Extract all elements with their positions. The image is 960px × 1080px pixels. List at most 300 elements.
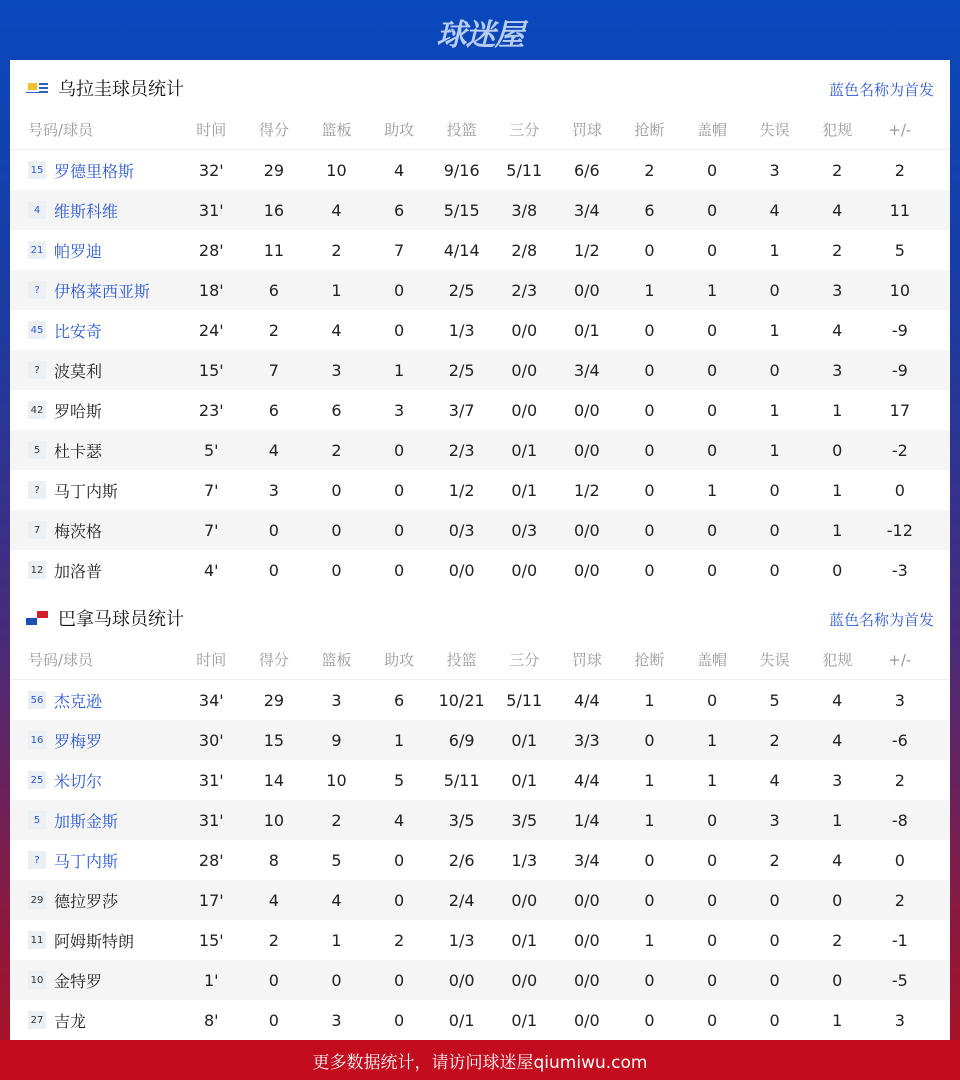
- player-row[interactable]: [10, 550, 950, 590]
- stat-cell: -3: [891, 560, 908, 580]
- jersey-number: 10: [28, 971, 46, 989]
- stat-cell: 0/0: [573, 1010, 600, 1030]
- stat-cell: 2: [331, 810, 342, 830]
- stat-cell: 2: [894, 160, 905, 180]
- stat-cell: 15: [263, 730, 285, 750]
- stat-cell: 31': [198, 810, 224, 830]
- column-header: 投篮: [446, 121, 477, 139]
- stat-cell: -6: [891, 730, 908, 750]
- player-name[interactable]: 帕罗迪: [54, 241, 103, 261]
- player-row[interactable]: [10, 880, 950, 920]
- stat-cell: 0: [644, 520, 655, 540]
- player-row[interactable]: [10, 1000, 950, 1040]
- player-row[interactable]: [10, 840, 950, 880]
- stat-cell: 1': [204, 970, 219, 990]
- stat-cell: 2/6: [448, 850, 475, 870]
- stat-cell: -1: [891, 930, 908, 950]
- stat-cell: 30': [198, 730, 224, 750]
- stat-cell: 0: [268, 1010, 279, 1030]
- column-header: 盖帽: [697, 651, 728, 669]
- panama-flag-icon: [26, 611, 48, 625]
- jersey-number: ?: [28, 481, 46, 499]
- player-name[interactable]: 罗德里格斯: [54, 161, 135, 181]
- player-name[interactable]: 马丁内斯: [54, 481, 119, 501]
- stat-cell: 0: [393, 440, 405, 460]
- stat-cell: 0/0: [573, 890, 600, 910]
- stat-cell: -12: [886, 520, 913, 540]
- stat-cell: 0/0: [573, 930, 600, 950]
- stat-cell: 15': [198, 930, 224, 950]
- stat-cell: 4: [331, 320, 342, 340]
- stats-table: [10, 640, 950, 1040]
- stat-cell: 0: [769, 280, 780, 300]
- stat-cell: 0: [706, 200, 718, 220]
- stat-cell: 2: [331, 240, 342, 260]
- stat-cell: 0/1: [511, 1010, 538, 1030]
- column-header: 号码/球员: [28, 121, 94, 139]
- stat-cell: 0: [706, 400, 718, 420]
- player-row[interactable]: [10, 680, 950, 720]
- stat-cell: 5': [204, 440, 219, 460]
- stat-cell: 0/0: [573, 280, 600, 300]
- stat-cell: 10: [326, 770, 347, 790]
- stat-cell: 0/0: [511, 400, 538, 420]
- stat-cell: 6: [268, 280, 279, 300]
- player-name[interactable]: 加斯金斯: [54, 811, 119, 831]
- stat-cell: 3/8: [511, 200, 538, 220]
- player-row[interactable]: [10, 350, 950, 390]
- player-row[interactable]: [10, 390, 950, 430]
- stat-cell: 18': [198, 280, 224, 300]
- stat-cell: 4: [832, 850, 843, 870]
- stat-cell: 1: [331, 280, 342, 300]
- stat-cell: 0: [706, 360, 718, 380]
- stat-cell: 1: [769, 400, 780, 420]
- stat-cell: 1: [832, 480, 843, 500]
- jersey-number: 42: [28, 401, 46, 419]
- stat-cell: 2: [832, 930, 843, 950]
- stat-cell: 10: [889, 280, 910, 300]
- player-name[interactable]: 比安奇: [54, 321, 103, 341]
- jersey-number: ?: [28, 361, 46, 379]
- player-name[interactable]: 杰克逊: [54, 691, 103, 711]
- stat-cell: 2: [393, 930, 405, 950]
- stat-cell: 0: [393, 480, 405, 500]
- stat-cell: 1: [644, 690, 655, 710]
- stat-cell: 9/16: [443, 160, 480, 180]
- column-header: 失误: [759, 121, 790, 139]
- column-header: 罚球: [571, 651, 602, 669]
- column-header: 抢断: [634, 121, 665, 139]
- stat-cell: 0: [832, 560, 843, 580]
- stat-cell: 0: [706, 440, 718, 460]
- stat-cell: 5: [894, 240, 905, 260]
- stat-cell: 4: [832, 730, 843, 750]
- team-title: [26, 73, 184, 103]
- table-header: [10, 640, 950, 680]
- stat-cell: 2/8: [511, 240, 538, 260]
- player-name[interactable]: 杜卡瑟: [54, 441, 103, 461]
- stat-cell: 28': [198, 240, 224, 260]
- stat-cell: 0: [769, 890, 780, 910]
- stat-cell: 1/2: [448, 480, 475, 500]
- stat-cell: 10: [263, 810, 285, 830]
- stat-cell: 1: [644, 280, 655, 300]
- stat-cell: 4/4: [573, 770, 600, 790]
- stat-cell: 1: [706, 480, 718, 500]
- stats-table: [10, 110, 950, 590]
- stat-cell: 34': [198, 690, 224, 710]
- player-name[interactable]: 罗哈斯: [54, 401, 103, 421]
- stat-cell: 7': [204, 520, 219, 540]
- stat-cell: 0: [706, 930, 718, 950]
- stat-cell: 3: [331, 1010, 342, 1030]
- player-row[interactable]: [10, 150, 950, 190]
- column-header: 时间: [196, 121, 227, 139]
- player-row[interactable]: [10, 960, 950, 1000]
- table-header: [10, 110, 950, 150]
- stat-cell: 0: [331, 520, 342, 540]
- jersey-number: 11: [28, 931, 46, 949]
- stat-cell: 14: [263, 770, 285, 790]
- stat-cell: 0: [769, 360, 780, 380]
- column-header: 犯规: [822, 121, 853, 139]
- jersey-number: ?: [28, 851, 46, 869]
- stat-cell: 1/4: [573, 810, 600, 830]
- player-name[interactable]: 马丁内斯: [54, 851, 119, 871]
- stat-cell: 5/11: [506, 160, 543, 180]
- stat-cell: 5: [393, 770, 405, 790]
- stat-cell: 0: [706, 970, 718, 990]
- player-name[interactable]: 波莫利: [54, 361, 103, 381]
- stat-cell: 0/3: [448, 520, 475, 540]
- team-title: [26, 603, 184, 633]
- player-row[interactable]: [10, 230, 950, 270]
- stat-cell: 0/0: [573, 400, 600, 420]
- stat-cell: 4: [769, 770, 780, 790]
- stat-cell: 4: [393, 160, 405, 180]
- stat-cell: 0: [769, 930, 780, 950]
- stat-cell: 1: [331, 930, 342, 950]
- stat-cell: 3: [832, 770, 843, 790]
- stat-cell: 2: [268, 320, 279, 340]
- stat-cell: 1: [832, 810, 843, 830]
- stat-cell: 0/0: [573, 520, 600, 540]
- player-row[interactable]: [10, 920, 950, 960]
- stat-cell: 3: [894, 1010, 905, 1030]
- stat-cell: 0: [706, 850, 718, 870]
- player-row[interactable]: [10, 720, 950, 760]
- stat-cell: 0: [644, 440, 655, 460]
- stat-cell: 4/14: [443, 240, 480, 260]
- stat-cell: 0/0: [511, 320, 538, 340]
- stat-cell: 0: [393, 320, 405, 340]
- stat-cell: 0: [769, 1010, 780, 1030]
- stat-cell: 5/11: [443, 770, 480, 790]
- jersey-number: 27: [28, 1011, 46, 1029]
- jersey-number: 12: [28, 561, 46, 579]
- stat-cell: 0: [706, 560, 718, 580]
- column-header: 三分: [509, 121, 540, 139]
- stat-cell: 2: [832, 240, 843, 260]
- player-name[interactable]: 罗梅罗: [54, 731, 103, 751]
- player-name[interactable]: 梅茨格: [54, 521, 103, 541]
- jersey-number: 16: [28, 731, 46, 749]
- column-header: +/-: [888, 650, 912, 669]
- jersey-number: 25: [28, 771, 46, 789]
- stat-cell: 2: [268, 930, 279, 950]
- stat-cell: 1: [706, 280, 718, 300]
- stat-cell: 0/0: [573, 440, 600, 460]
- stat-cell: 1/2: [573, 480, 600, 500]
- stat-cell: 3/7: [448, 400, 475, 420]
- team-title-text: 乌拉圭球员统计: [58, 79, 184, 100]
- stat-cell: 1: [706, 730, 718, 750]
- stat-cell: 3/4: [573, 850, 600, 870]
- stat-cell: 31': [198, 200, 224, 220]
- stat-cell: 0/0: [511, 970, 538, 990]
- stat-cell: 1: [769, 440, 780, 460]
- stat-cell: 0: [393, 890, 405, 910]
- player-row[interactable]: [10, 470, 950, 510]
- stat-cell: 24': [198, 320, 224, 340]
- player-name[interactable]: 金特罗: [54, 971, 103, 991]
- stat-cell: 10: [326, 160, 347, 180]
- stat-cell: 0/0: [511, 560, 538, 580]
- player-name[interactable]: 伊格莱西亚斯: [54, 281, 151, 301]
- column-header: 助攻: [384, 121, 415, 139]
- stat-cell: 3: [894, 690, 905, 710]
- stat-cell: 0: [894, 850, 905, 870]
- stat-cell: 0: [706, 1010, 718, 1030]
- player-name[interactable]: 米切尔: [54, 771, 103, 791]
- column-header: 得分: [258, 651, 289, 669]
- stat-cell: 4: [832, 320, 843, 340]
- stat-cell: 4/4: [573, 690, 600, 710]
- stat-cell: 0: [769, 560, 780, 580]
- stat-cell: 3: [268, 480, 279, 500]
- stat-cell: 6: [268, 400, 279, 420]
- stat-cell: 7: [393, 240, 405, 260]
- player-name[interactable]: 阿姆斯特朗: [54, 931, 135, 951]
- stat-cell: 10/21: [438, 690, 485, 710]
- stat-cell: 2: [894, 890, 905, 910]
- stat-cell: 6: [644, 200, 655, 220]
- stat-cell: -9: [891, 360, 908, 380]
- column-header: 助攻: [384, 651, 415, 669]
- stat-cell: 3: [331, 360, 342, 380]
- stat-cell: 2/5: [448, 360, 475, 380]
- player-name[interactable]: 维斯科维: [54, 201, 119, 221]
- column-header: 号码/球员: [28, 651, 94, 669]
- stat-cell: 0/1: [511, 440, 538, 460]
- stat-cell: 0: [393, 520, 405, 540]
- stat-cell: 0: [706, 890, 718, 910]
- stats-card: [10, 60, 950, 1040]
- stat-cell: 0/1: [511, 480, 538, 500]
- stat-cell: 3/5: [511, 810, 538, 830]
- stat-cell: 0: [644, 890, 655, 910]
- stat-cell: 0: [393, 850, 405, 870]
- stat-cell: 0: [706, 810, 718, 830]
- stat-cell: 0: [832, 970, 843, 990]
- stat-cell: 17': [198, 890, 224, 910]
- jersey-number: 5: [28, 811, 46, 829]
- stat-cell: 3: [331, 690, 342, 710]
- stat-cell: 2: [769, 730, 780, 750]
- column-header: 罚球: [571, 121, 602, 139]
- stat-cell: 6/9: [448, 730, 475, 750]
- player-name[interactable]: 德拉罗莎: [54, 891, 119, 911]
- stat-cell: 1: [393, 730, 405, 750]
- stat-cell: 1: [706, 770, 718, 790]
- stat-cell: 0: [268, 970, 279, 990]
- stat-cell: 3/3: [573, 730, 600, 750]
- stat-cell: 0: [894, 480, 905, 500]
- stat-cell: 4: [268, 440, 279, 460]
- column-header: 失误: [759, 651, 790, 669]
- stat-cell: 2/4: [448, 890, 475, 910]
- stat-cell: 0/1: [511, 930, 538, 950]
- player-row[interactable]: [10, 430, 950, 470]
- stat-cell: 11: [263, 240, 285, 260]
- column-header: 抢断: [634, 651, 665, 669]
- stat-cell: 0/0: [511, 360, 538, 380]
- stat-cell: -9: [891, 320, 908, 340]
- stat-cell: 16: [263, 200, 285, 220]
- stat-cell: 2/3: [511, 280, 538, 300]
- player-row[interactable]: [10, 510, 950, 550]
- stat-cell: 1: [644, 810, 655, 830]
- stat-cell: 0: [644, 240, 655, 260]
- stat-cell: 5/11: [506, 690, 543, 710]
- stat-cell: 0: [393, 1010, 405, 1030]
- stat-cell: 1/2: [573, 240, 600, 260]
- stat-cell: 7': [204, 480, 219, 500]
- column-header: +/-: [888, 120, 912, 139]
- stat-cell: 0/0: [573, 560, 600, 580]
- stat-cell: 29: [263, 160, 285, 180]
- stat-cell: 1/3: [448, 320, 475, 340]
- stat-cell: 5/15: [443, 200, 480, 220]
- column-header: 篮板: [321, 121, 352, 139]
- brand-logo: 球迷屋: [436, 18, 524, 53]
- stat-cell: 15': [198, 360, 224, 380]
- player-name[interactable]: 吉龙: [54, 1011, 87, 1031]
- stat-cell: 0: [706, 240, 718, 260]
- jersey-number: 56: [28, 691, 46, 709]
- stat-cell: 3: [769, 160, 780, 180]
- stat-cell: 3: [832, 280, 843, 300]
- stat-cell: 0: [331, 560, 342, 580]
- stat-cell: 0: [644, 480, 655, 500]
- column-header: 得分: [258, 121, 289, 139]
- player-row[interactable]: [10, 270, 950, 310]
- stat-cell: 0: [393, 970, 405, 990]
- stat-cell: 0/1: [573, 320, 600, 340]
- stat-cell: 1: [832, 1010, 843, 1030]
- stat-cell: 0: [393, 280, 405, 300]
- stat-cell: 4': [204, 560, 219, 580]
- stat-cell: 0: [769, 970, 780, 990]
- stat-cell: 4: [832, 690, 843, 710]
- stat-cell: 1/3: [511, 850, 538, 870]
- stat-cell: 0/1: [511, 730, 538, 750]
- stat-cell: 0/1: [511, 770, 538, 790]
- stat-cell: 0: [644, 850, 655, 870]
- stat-cell: 28': [198, 850, 224, 870]
- stat-cell: 6: [393, 690, 405, 710]
- stat-cell: 0: [644, 1010, 655, 1030]
- stat-cell: 0/3: [511, 520, 538, 540]
- column-header: 投篮: [446, 651, 477, 669]
- uruguay-flag-icon: [26, 81, 48, 95]
- stat-cell: 0/0: [573, 970, 600, 990]
- stat-cell: 8: [268, 850, 279, 870]
- column-header: 篮板: [321, 651, 352, 669]
- stat-cell: 2: [769, 850, 780, 870]
- stat-cell: 29: [263, 690, 285, 710]
- stat-cell: 9: [331, 730, 342, 750]
- starter-note: 蓝色名称为首发: [828, 81, 934, 99]
- column-header: 犯规: [822, 651, 853, 669]
- stat-cell: 3: [769, 810, 780, 830]
- player-row[interactable]: [10, 760, 950, 800]
- stat-cell: 5: [331, 850, 342, 870]
- stat-cell: 4: [268, 890, 279, 910]
- stat-cell: 5: [769, 690, 780, 710]
- stat-cell: 4: [769, 200, 780, 220]
- stat-cell: 2: [644, 160, 655, 180]
- stat-cell: -5: [891, 970, 908, 990]
- stat-cell: 6: [331, 400, 342, 420]
- player-row[interactable]: [10, 800, 950, 840]
- stat-cell: 1: [769, 240, 780, 260]
- stat-cell: 2/3: [448, 440, 475, 460]
- stat-cell: 0: [832, 890, 843, 910]
- stat-cell: 1: [644, 930, 655, 950]
- stat-cell: 0: [644, 320, 655, 340]
- stat-cell: 1: [393, 360, 405, 380]
- stat-cell: 0: [706, 160, 718, 180]
- stat-cell: 6: [393, 200, 405, 220]
- stat-cell: 0/1: [448, 1010, 475, 1030]
- team-title-text: 巴拿马球员统计: [58, 609, 184, 630]
- stat-cell: 0: [769, 480, 780, 500]
- stat-cell: 0: [393, 560, 405, 580]
- player-row[interactable]: [10, 190, 950, 230]
- stat-cell: 0: [644, 970, 655, 990]
- stat-cell: 0: [644, 560, 655, 580]
- jersey-number: ?: [28, 281, 46, 299]
- player-row[interactable]: [10, 310, 950, 350]
- column-header: 盖帽: [697, 121, 728, 139]
- stat-cell: 0: [331, 480, 342, 500]
- player-name[interactable]: 加洛普: [54, 561, 103, 581]
- stat-cell: 1: [832, 520, 843, 540]
- stat-cell: 0/0: [511, 890, 538, 910]
- stat-cell: 2: [832, 160, 843, 180]
- stat-cell: 0/0: [448, 560, 475, 580]
- stat-cell: 31': [198, 770, 224, 790]
- footer-banner[interactable]: 更多数据统计，请访问球迷屋qiumiwu.com: [0, 1040, 960, 1080]
- stat-cell: 4: [832, 200, 843, 220]
- stat-cell: 1: [644, 770, 655, 790]
- stat-cell: 0: [644, 730, 655, 750]
- stat-cell: 0: [268, 520, 279, 540]
- jersey-number: 4: [28, 201, 46, 219]
- stat-cell: 3/5: [448, 810, 475, 830]
